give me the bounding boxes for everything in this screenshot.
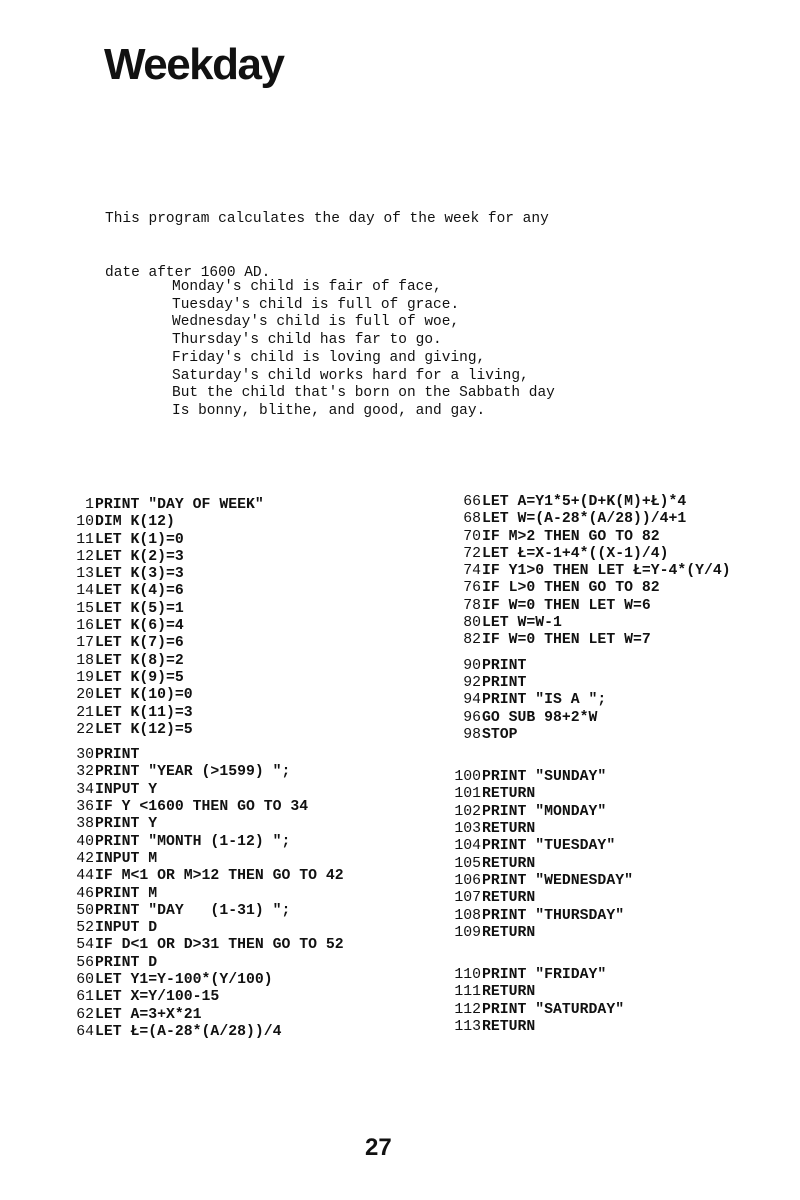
code-line xyxy=(445,873,731,890)
line-number: 100 xyxy=(454,769,481,786)
code-statement: LET Y1=Y-100*(Y/100) xyxy=(95,972,273,989)
poem-line: Is bonny, blithe, and good, and gay. xyxy=(172,402,486,419)
line-number: 96 xyxy=(463,709,481,726)
poem xyxy=(172,279,555,421)
intro-line: This program calculates the day of the week for any xyxy=(105,211,549,227)
code-line xyxy=(445,675,731,692)
code-line xyxy=(58,497,344,514)
code-line xyxy=(445,615,731,632)
line-number: 62 xyxy=(76,1006,94,1023)
code-statement: IF M>2 THEN GO TO 82 xyxy=(482,528,660,545)
code-statement: PRINT D xyxy=(95,954,158,971)
code-group-gap xyxy=(445,650,731,658)
code-line xyxy=(58,670,344,687)
code-statement: RETURN xyxy=(482,821,536,838)
code-line xyxy=(58,782,344,799)
code-statement: LET K(4)=6 xyxy=(95,583,184,600)
line-number: 32 xyxy=(76,764,94,781)
code-statement: LET K(8)=2 xyxy=(95,652,184,669)
code-statement: LET Ł=X-1+4*((X-1)/4) xyxy=(482,545,669,562)
code-line xyxy=(445,1019,731,1036)
code-line xyxy=(58,549,344,566)
code-line xyxy=(58,868,344,885)
code-line xyxy=(58,635,344,652)
code-statement: IF Y <1600 THEN GO TO 34 xyxy=(95,799,309,816)
code-statement: LET K(6)=4 xyxy=(95,618,184,635)
line-number: 22 xyxy=(76,721,94,738)
code-line xyxy=(445,786,731,803)
code-line xyxy=(445,692,731,709)
line-number: 60 xyxy=(76,972,94,989)
line-number: 98 xyxy=(463,726,481,743)
line-number: 74 xyxy=(463,563,481,580)
code-statement: LET K(11)=3 xyxy=(95,704,193,721)
code-group-gap xyxy=(58,739,344,747)
line-number: 64 xyxy=(76,1023,94,1040)
code-line xyxy=(58,764,344,781)
code-line xyxy=(58,886,344,903)
code-statement: INPUT M xyxy=(95,850,158,867)
code-line xyxy=(445,838,731,855)
line-number: 46 xyxy=(76,885,94,902)
code-statement: IF L>0 THEN GO TO 82 xyxy=(482,580,660,597)
line-number: 16 xyxy=(76,618,94,635)
code-line xyxy=(58,816,344,833)
line-number: 70 xyxy=(463,528,481,545)
code-line xyxy=(445,769,731,786)
line-number: 12 xyxy=(76,548,94,565)
line-number: 105 xyxy=(454,855,481,872)
line-number: 13 xyxy=(76,566,94,583)
code-line xyxy=(58,799,344,816)
code-line xyxy=(445,967,731,984)
line-number: 50 xyxy=(76,902,94,919)
line-number: 104 xyxy=(454,838,481,855)
code-statement: PRINT "SATURDAY" xyxy=(482,1001,625,1018)
code-statement: RETURN xyxy=(482,890,536,907)
code-group-gap xyxy=(445,744,731,769)
code-line xyxy=(58,834,344,851)
code-statement: LET K(9)=5 xyxy=(95,669,184,686)
poem-line: But the child that's born on the Sabbath day xyxy=(172,385,555,402)
code-line xyxy=(445,511,731,528)
code-statement: STOP xyxy=(482,726,518,743)
code-statement: RETURN xyxy=(482,1019,536,1036)
code-statement: PRINT "THURSDAY" xyxy=(482,907,625,924)
code-statement: LET K(3)=3 xyxy=(95,566,184,583)
code-statement: LET K(1)=0 xyxy=(95,531,184,548)
code-statement: RETURN xyxy=(482,984,536,1001)
code-statement: LET K(10)=0 xyxy=(95,687,193,704)
code-statement: RETURN xyxy=(482,786,536,803)
line-number: 112 xyxy=(454,1001,481,1018)
code-line xyxy=(445,908,731,925)
code-line xyxy=(58,722,344,739)
code-statement: LET Ł=(A-28*(A/28))/4 xyxy=(95,1023,282,1040)
line-number: 92 xyxy=(463,674,481,691)
code-line xyxy=(445,563,731,580)
code-group-gap xyxy=(445,942,731,967)
code-statement: PRINT "MONTH (1-12) "; xyxy=(95,833,291,850)
code-line xyxy=(58,989,344,1006)
code-statement: IF M<1 OR M>12 THEN GO TO 42 xyxy=(95,868,344,885)
code-line xyxy=(58,1024,344,1041)
code-statement: PRINT xyxy=(482,674,527,691)
code-line xyxy=(58,532,344,549)
code-statement: LET K(5)=1 xyxy=(95,600,184,617)
line-number: 54 xyxy=(76,937,94,954)
code-statement: LET A=Y1*5+(D+K(M)+Ł)*4 xyxy=(482,494,687,510)
code-statement: PRINT "YEAR (>1599) "; xyxy=(95,764,291,781)
intro-line: date after 1600 AD. xyxy=(105,265,271,281)
line-number: 21 xyxy=(76,704,94,721)
line-number: 101 xyxy=(454,786,481,803)
line-number: 102 xyxy=(454,803,481,820)
line-number: 34 xyxy=(76,781,94,798)
code-line xyxy=(58,653,344,670)
code-statement: PRINT M xyxy=(95,885,158,902)
code-line xyxy=(58,903,344,920)
poem-line: Tuesday's child is full of grace. xyxy=(172,296,460,313)
code-line xyxy=(445,580,731,597)
code-statement: PRINT "DAY OF WEEK" xyxy=(95,497,264,513)
code-line xyxy=(445,529,731,546)
code-statement: IF W=0 THEN LET W=6 xyxy=(482,597,651,614)
line-number: 17 xyxy=(76,635,94,652)
code-statement: LET K(12)=5 xyxy=(95,721,193,738)
code-statement: LET W=(A-28*(A/28))/4+1 xyxy=(482,511,687,528)
code-statement: PRINT Y xyxy=(95,816,158,833)
code-line xyxy=(58,687,344,704)
line-number: 94 xyxy=(463,692,481,709)
code-line xyxy=(58,601,344,618)
line-number: 76 xyxy=(463,580,481,597)
poem-line: Monday's child is fair of face, xyxy=(172,279,442,295)
code-statement: RETURN xyxy=(482,855,536,872)
page-title: Weekday xyxy=(104,40,284,89)
code-line xyxy=(445,494,731,511)
line-number: 20 xyxy=(76,687,94,704)
line-number: 18 xyxy=(76,652,94,669)
code-listing-right-column xyxy=(445,494,731,1036)
poem-line: Thursday's child has far to go. xyxy=(172,332,442,349)
line-number: 14 xyxy=(76,583,94,600)
code-statement: PRINT "IS A "; xyxy=(482,692,607,709)
code-statement: PRINT xyxy=(482,657,527,674)
code-statement: LET W=W-1 xyxy=(482,615,562,632)
line-number: 52 xyxy=(76,920,94,937)
code-statement: INPUT D xyxy=(95,920,158,937)
code-statement: PRINT "TUESDAY" xyxy=(482,838,616,855)
line-number: 11 xyxy=(76,531,94,548)
line-number: 82 xyxy=(463,632,481,649)
code-line xyxy=(445,658,731,675)
code-listing-left-column xyxy=(58,497,344,1041)
line-number: 40 xyxy=(76,833,94,850)
line-number: 107 xyxy=(454,890,481,907)
line-number: 113 xyxy=(454,1019,481,1036)
code-line xyxy=(58,851,344,868)
line-number: 110 xyxy=(454,967,481,984)
line-number: 19 xyxy=(76,669,94,686)
line-number: 103 xyxy=(454,821,481,838)
code-line xyxy=(445,856,731,873)
line-number: 90 xyxy=(463,657,481,674)
line-number: 15 xyxy=(76,600,94,617)
page-number: 27 xyxy=(365,1134,392,1161)
line-number: 106 xyxy=(454,872,481,889)
code-line xyxy=(58,566,344,583)
code-statement: LET X=Y/100-15 xyxy=(95,989,220,1006)
code-statement: IF Y1>0 THEN LET Ł=Y-4*(Y/4) xyxy=(482,563,731,580)
line-number: 10 xyxy=(76,514,94,531)
code-statement: PRINT xyxy=(95,747,140,764)
code-statement: PRINT "SUNDAY" xyxy=(482,769,607,786)
line-number: 1 xyxy=(85,497,94,513)
code-line xyxy=(58,920,344,937)
code-statement: LET A=3+X*21 xyxy=(95,1006,202,1023)
code-line xyxy=(58,955,344,972)
code-line xyxy=(445,598,731,615)
line-number: 42 xyxy=(76,850,94,867)
code-statement: DIM K(12) xyxy=(95,514,175,531)
code-line xyxy=(445,727,731,744)
line-number: 38 xyxy=(76,816,94,833)
code-line xyxy=(58,705,344,722)
code-statement: PRINT "MONDAY" xyxy=(482,803,607,820)
line-number: 72 xyxy=(463,545,481,562)
line-number: 78 xyxy=(463,597,481,614)
line-number: 109 xyxy=(454,924,481,941)
code-statement: INPUT Y xyxy=(95,781,158,798)
line-number: 66 xyxy=(463,494,481,510)
line-number: 61 xyxy=(76,989,94,1006)
code-statement: LET K(2)=3 xyxy=(95,548,184,565)
code-line xyxy=(58,583,344,600)
code-line xyxy=(445,710,731,727)
line-number: 108 xyxy=(454,907,481,924)
line-number: 30 xyxy=(76,747,94,764)
code-statement: RETURN xyxy=(482,924,536,941)
line-number: 80 xyxy=(463,615,481,632)
code-statement: IF W=0 THEN LET W=7 xyxy=(482,632,651,649)
code-statement: PRINT "FRIDAY" xyxy=(482,967,607,984)
code-statement: PRINT "DAY (1-31) "; xyxy=(95,902,291,919)
poem-line: Saturday's child works hard for a living, xyxy=(172,367,529,384)
code-line xyxy=(445,925,731,942)
code-line xyxy=(58,514,344,531)
code-line xyxy=(445,804,731,821)
code-line xyxy=(445,821,731,838)
code-line xyxy=(58,618,344,635)
code-statement: IF D<1 OR D>31 THEN GO TO 52 xyxy=(95,937,344,954)
code-statement: LET K(7)=6 xyxy=(95,635,184,652)
line-number: 36 xyxy=(76,799,94,816)
code-line xyxy=(445,890,731,907)
code-line xyxy=(445,984,731,1001)
code-statement: GO SUB 98+2*W xyxy=(482,709,598,726)
code-line xyxy=(58,1007,344,1024)
poem-line: Friday's child is loving and giving, xyxy=(172,349,486,366)
code-line xyxy=(445,546,731,563)
poem-line: Wednesday's child is full of woe, xyxy=(172,314,460,331)
line-number: 68 xyxy=(463,511,481,528)
code-line xyxy=(445,632,731,649)
code-line xyxy=(58,972,344,989)
line-number: 56 xyxy=(76,954,94,971)
code-line xyxy=(58,937,344,954)
line-number: 111 xyxy=(454,984,481,1001)
code-line xyxy=(445,1002,731,1019)
code-line xyxy=(58,747,344,764)
code-statement: PRINT "WEDNESDAY" xyxy=(482,872,633,889)
line-number: 44 xyxy=(76,868,94,885)
